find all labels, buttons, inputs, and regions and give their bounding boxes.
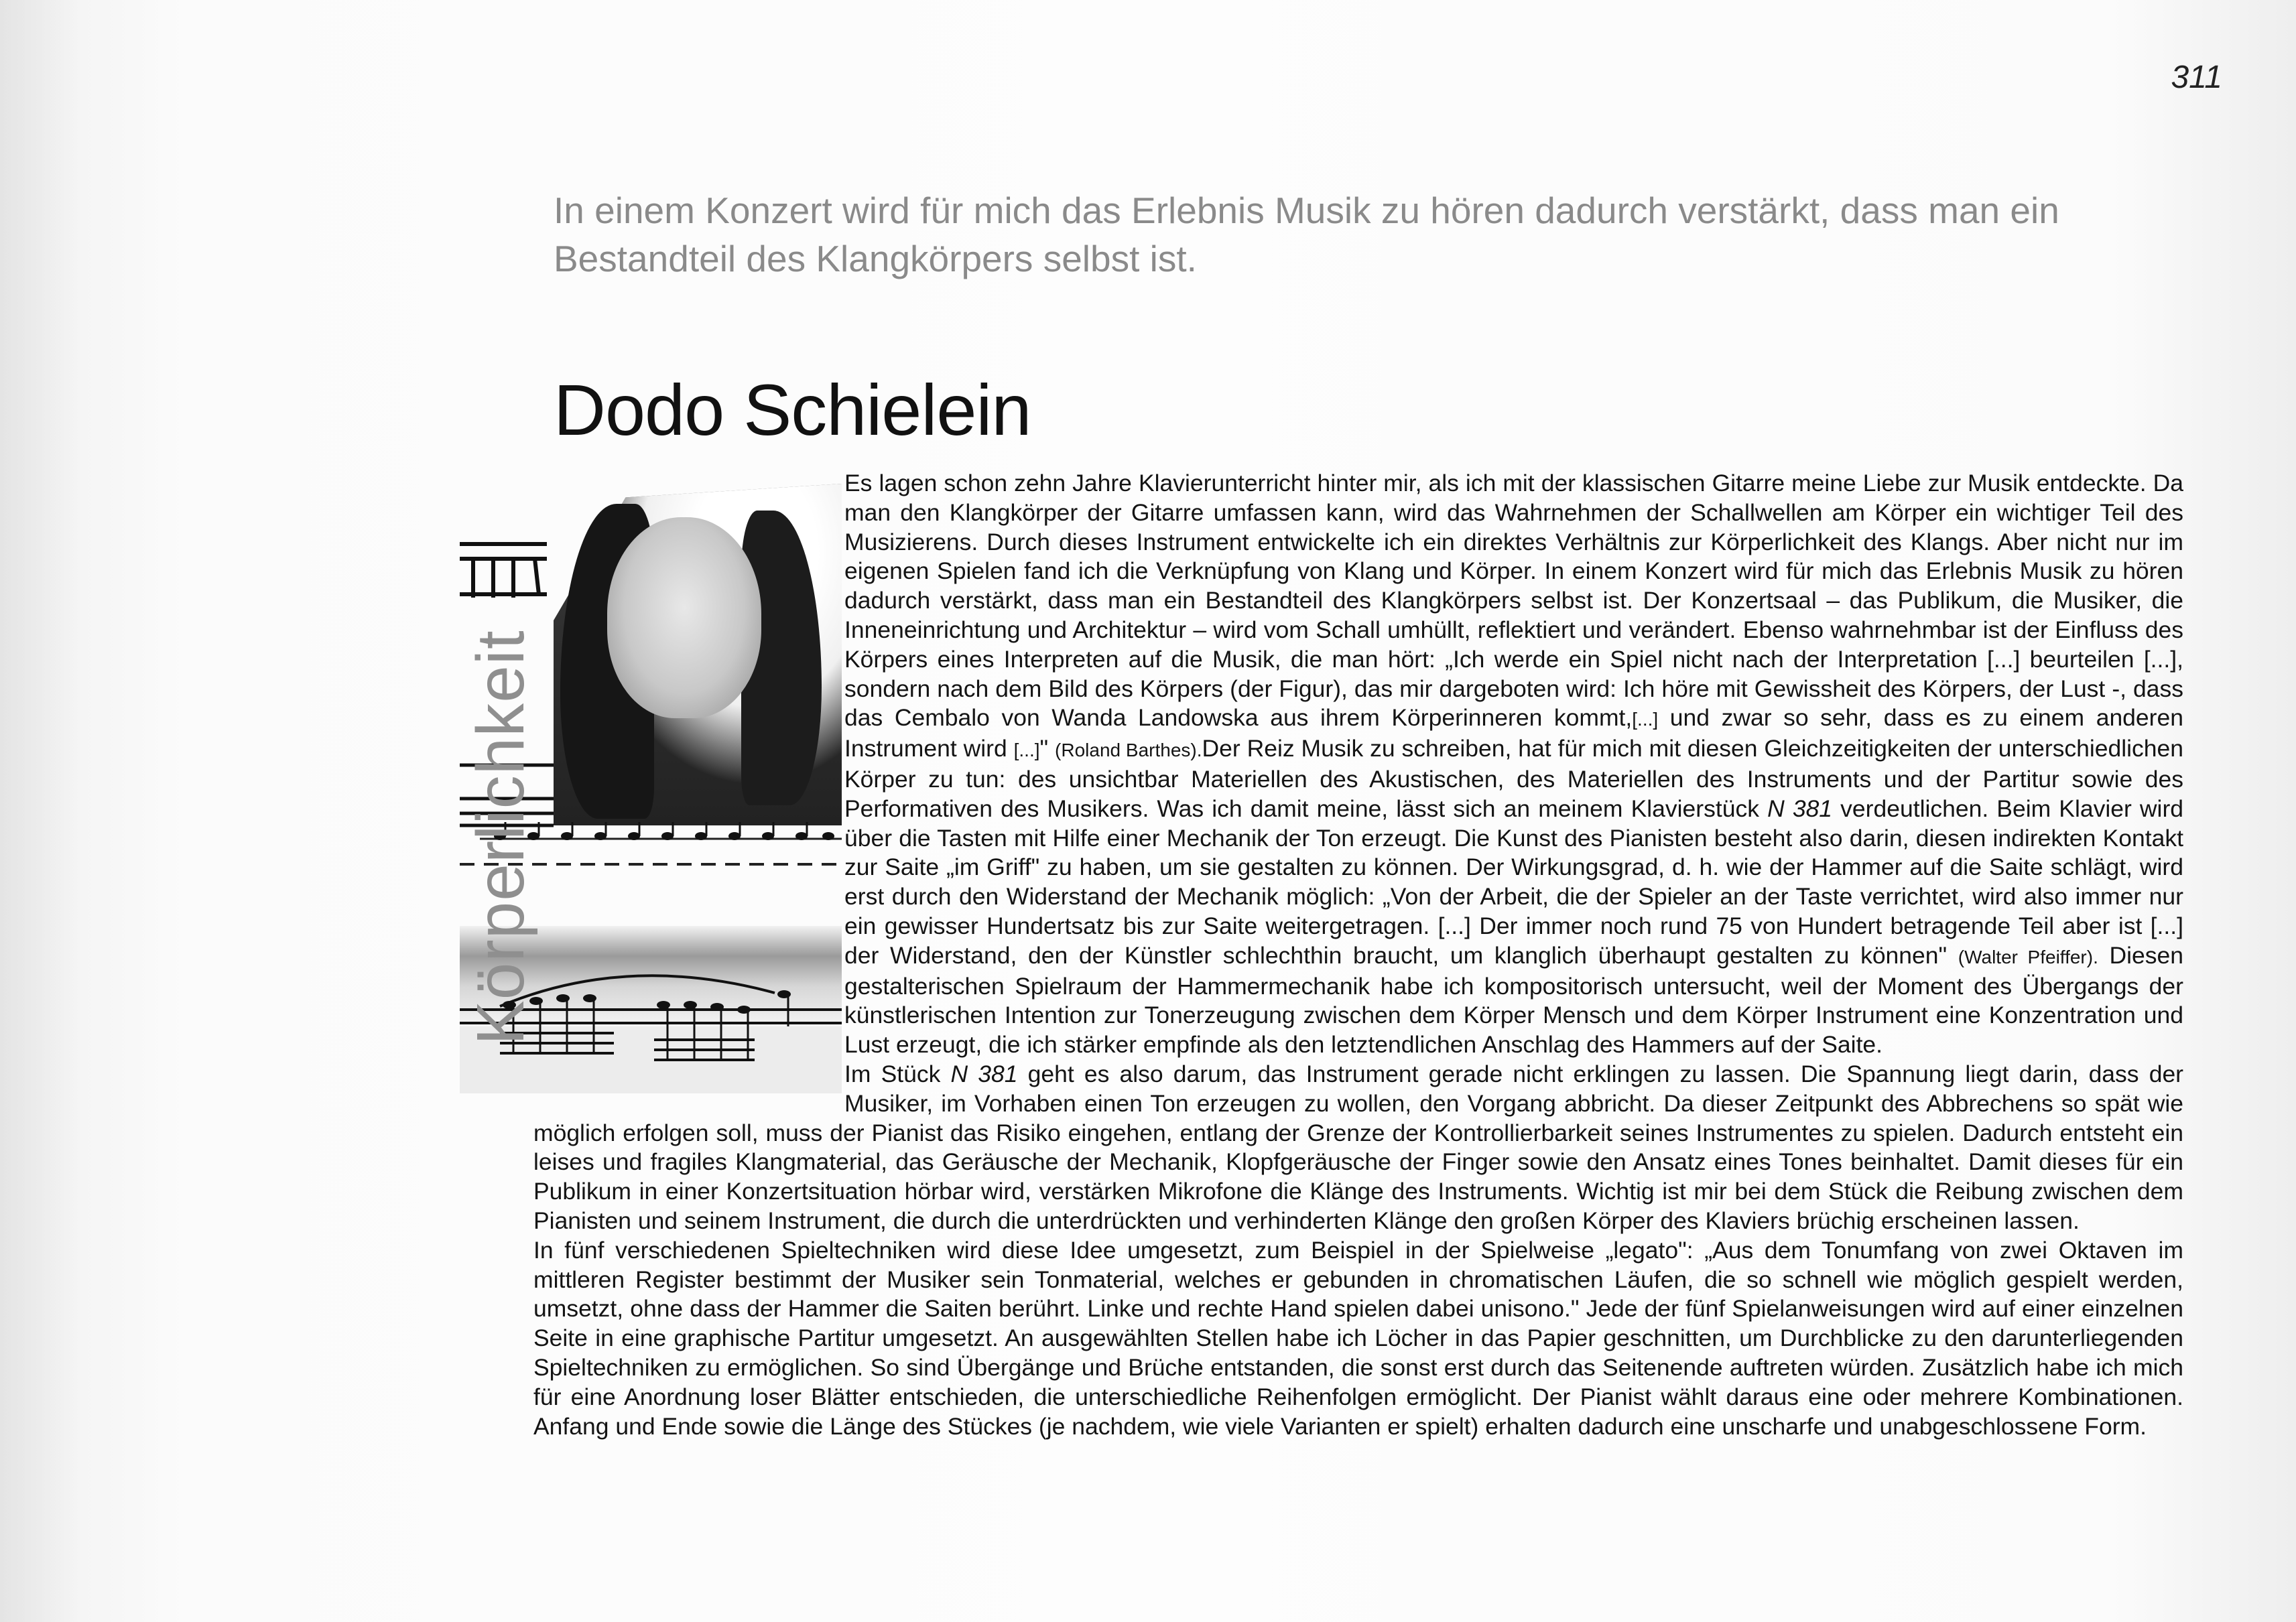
page-number: 311: [2171, 60, 2222, 95]
paragraph-1-part-h: Diesen gestalterischen Spielraum der Hammermechanik habe ich kompositorisch untersucht, weil der Moment des Übergangs der künstlerischen Intention zur Tonerzeugung zwischen dem Körper Mensch und dem Körper Instrument eine Konzentration und Lust erzeugt, die ich stärker empfinde als den letztendlichen Anschlag des Hammers auf der Saite.: [844, 941, 2184, 1059]
paragraph-1-part-a: Es lagen schon zehn Jahre Klavierunterricht hinter mir, als ich mit der klassischen Gitarre meine Liebe zur Musik entdeckte. Da man den Klangkörper der Gitarre umfassen kann, wird das Wahrnehmen der Schallwellen am Körper ein wichtiger Teil des Musizierens. Durch dieses Instrument entwickelte ich ein direktes Verhältnis zur Körperlichkeit des Klangs. Aber nicht nur im eigenen Spielen fand ich die Verknüpfung von Klang und Körper. In einem Konzert wird für mich das Erlebnis Musik zu hören dadurch verstärkt, dass man ein Bestandteil des Klangkörpers selbst ist. Der Konzertsaal – das Publikum, die Musiker, die Inneneinrichtung und Architektur – wird vom Schall umhüllt, reflektiert und verändert. Ebenso wahrnehmbar ist der Einfluss des Körpers eines Interpreten auf die Musik, die man hört: „Ich werde ein Spiel nicht nach der Interpretation [...] beurteilen [...], sondern nach dem Bild des Körpers (der Figur), das mir dargeboten wird: Ich höre mit Gewissheit des Körpers, der Lust -, dass das Cembalo von Wanda Landowska aus ihrem Körperinneren kommt,: [844, 470, 2183, 732]
author-heading: Dodo Schielein: [554, 369, 1031, 450]
paragraph-2-part-a: Im Stück: [844, 1060, 951, 1087]
paragraph-1-quote-close: ": [1039, 735, 1056, 762]
vertical-word-koerperlichkeit: Körperlichkeit: [463, 630, 538, 1045]
paragraph-1-part-c: und zwar so sehr, dass es zu einem anderen Instrument wird: [844, 704, 2183, 762]
paragraph-2-part-b: geht es also darum, das Instrument gerade nicht erklingen zu lassen. Die Spannung liegt darin, dass der Musiker, im Vorhaben einen Ton erzeugen zu wollen, den Vorgang abbricht. Da dieser Zeitpunkt des Abbrechens so spät wie möglich erfolgen soll, muss der Pianist das Risiko eingehen, entlang der Grenze der Kontrollierbarkeit seines Instrumentes zu spielen. Dadurch entsteht ein leises und fragiles Klangmaterial, das Geräusche der Mechanik, Klopfgeräusche der Finger sowie den Ansatz eines Tones beinhaltet. Damit dieses für ein Publikum in einer Konzertsituation hörbar wird, verstärken Mikrofone die Klänge des Instruments. Wichtig ist mir bei dem Stück die Reibung zwischen dem Pianisten und seinem Instrument, die durch die unterdrückten und verhinderten Klänge den großen Körper des Klaviers brüchig erscheinen lassen.: [533, 1060, 2184, 1234]
work-title-n381-2: N 381: [950, 1060, 1018, 1087]
paragraph-1-ellipsis-1: [...]: [1632, 709, 1659, 730]
paragraph-1-part-g: verdeutlichen. Beim Klavier wird über die Tasten mit Hilfe einer Mechanik der Ton erzeugt. Die Kunst des Pianisten besteht also darin, diesen indirekten Kontakt zur Saite „im Griff" zu haben, um sie gestalten zu können. Der Wirkungsgrad, d. h. wie der Hammer auf die Saite schlägt, wird erst durch den Widerstand der Mechanik möglich: „Von der Arbeit, die der Spieler an der Taste verrichtet, wird also immer nur ein gewisser Hundertsatz bis zur Saite weitergetragen. [...] Der immer noch rund 75 von Hundert betragende Teil aber ist [...] der Widerstand, den der Künstler schlechthin braucht, um klanglich überhaupt gestalten zu können": [844, 795, 2184, 969]
paragraph-3: In fünf verschiedenen Spieltechniken wird diese Idee umgesetzt, zum Beispiel in der Spielweise „legato": „Aus dem Tonumfang von zwei Oktaven im mittleren Register bestimmt der Musiker sein Tonmaterial, welches er gebunden in chromatischen Läufen, die so schnell wie möglich gespielt werden, umsetzt, ohne dass der Hammer die Saiten berührt. Linke und rechte Hand spielen dabei unisono." Jede der fünf Spielanweisungen wird auf einer einzelnen Seite in eine graphische Partitur umgesetzt. An ausgewählten Stellen habe ich Löcher in das Papier geschnitten, um Durchblicke zu den darunterliegenden Spieltechniken zu ermöglichen. So sind Übergänge und Brüche entstanden, die sonst erst durch das Seitenende auftreten würden. Zusätzlich habe ich mich für eine Anordnung loser Blätter entschieden, die unterschiedliche Reihenfolgen ermöglicht. Der Pianist wählt daraus eine oder mehrere Kombinationen. Anfang und Ende sowie die Länge des Stückes (je nachdem, wie viele Varianten er spielt) erhalten dadurch eine unscharfe und unabgeschlossene Form.: [533, 1236, 2183, 1440]
citation-barthes: (Roland Barthes).: [1055, 740, 1202, 761]
figure-spacer: [533, 469, 844, 1109]
page-gutter-shadow: [0, 0, 80, 1622]
article-body: [533, 469, 2183, 1441]
pull-quote: In einem Konzert wird für mich das Erlebnis Musik zu hören dadurch verstärkt, dass man ein Bestandteil des Klangkörpers selbst ist.: [554, 190, 2059, 279]
paragraph-1-part-f: Der Reiz Musik zu schreiben, hat für mich mit diesen Gleichzeitigkeiten der unterschiedlichen Körper zu tun: des unsichtbar Materiellen des Akustischen, des Materiellen des Instruments und der Partitur sowie des Performativen des Musikers. Was ich damit meine, lässt sich an meinem Klavierstück: [844, 735, 2184, 822]
work-title-n381: N 381: [1767, 795, 1833, 822]
paragraph-1-ellipsis-2: [...]: [1013, 740, 1040, 761]
citation-pfeiffer: (Walter Pfeiffer).: [1958, 946, 2098, 967]
